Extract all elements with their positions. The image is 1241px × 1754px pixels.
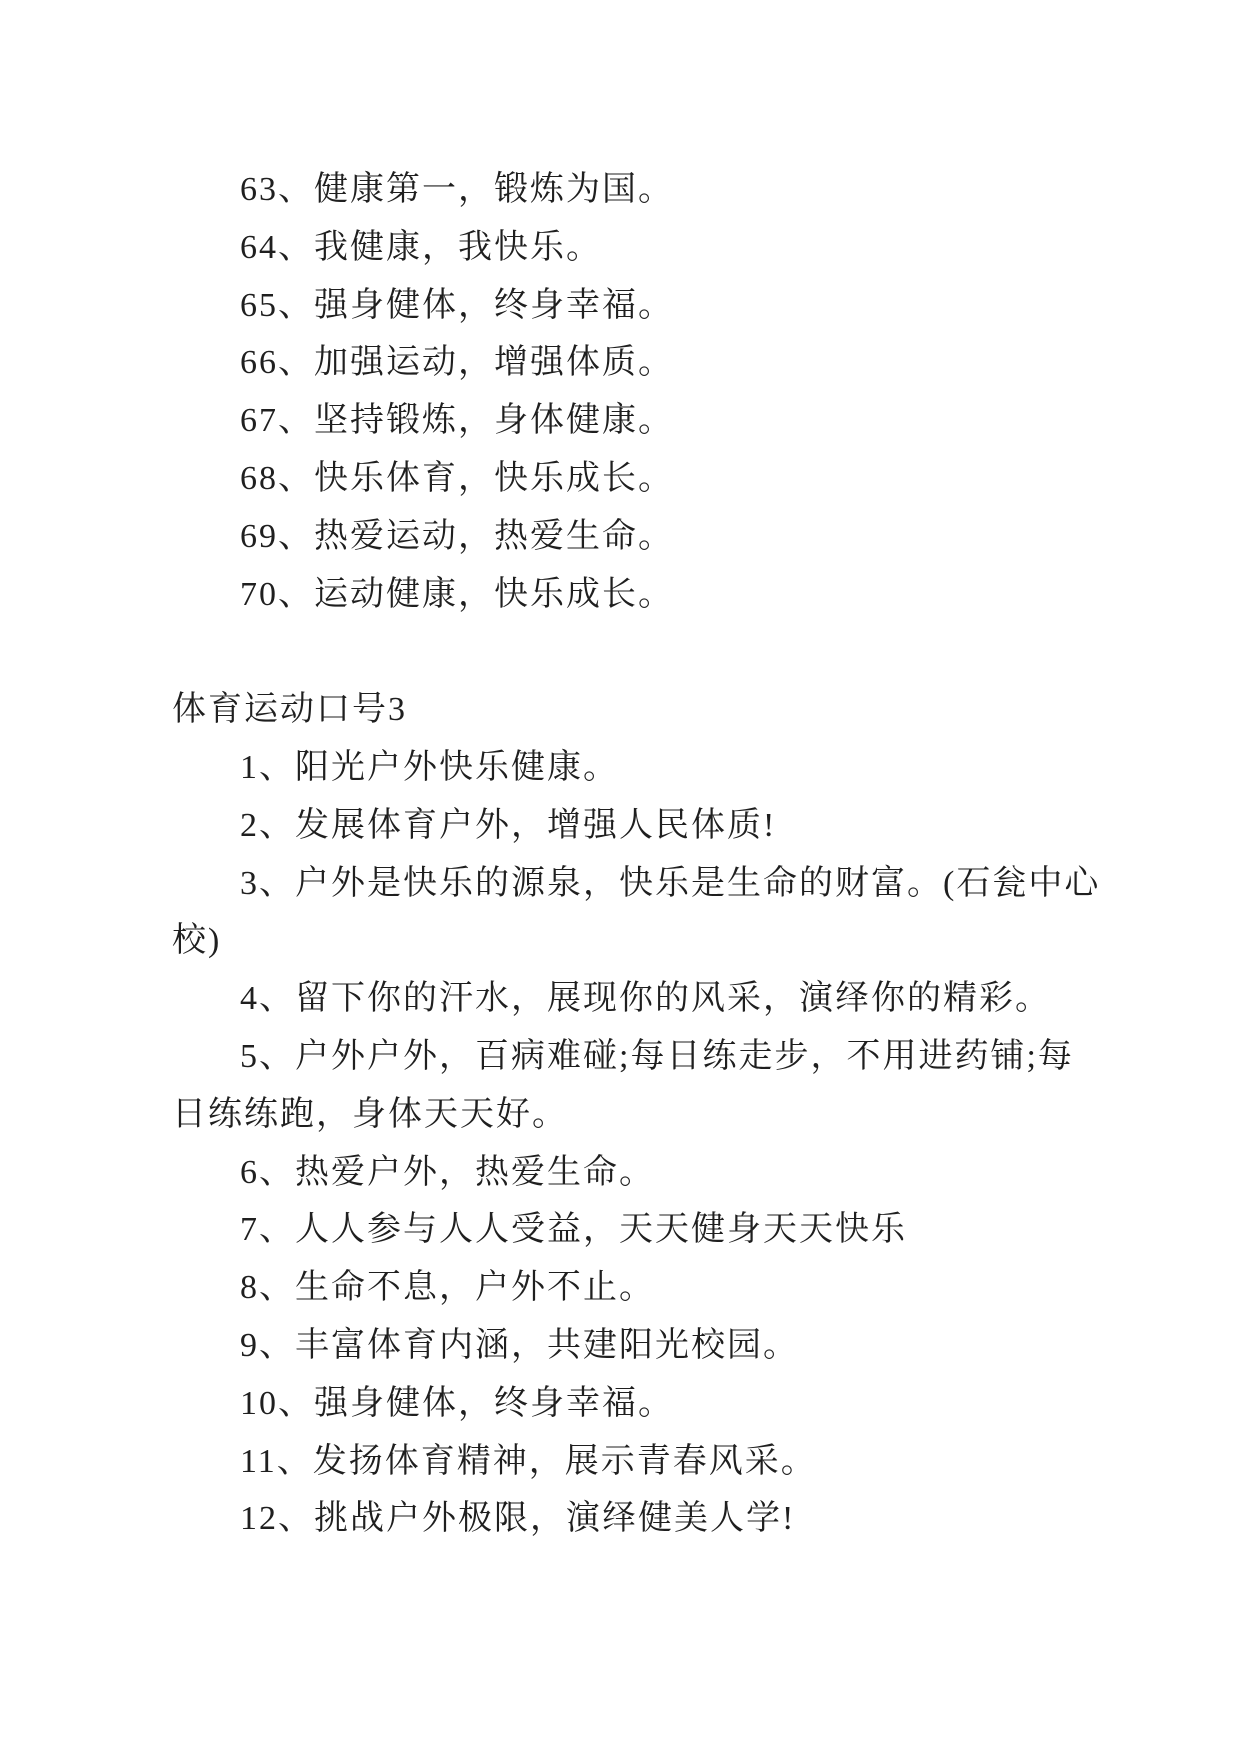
slogan-line: 3、户外是快乐的源泉，快乐是生命的财富。(石瓮中心 [240, 864, 1101, 902]
slogan-line: 9、丰富体育内涵，共建阳光校园。 [240, 1326, 799, 1364]
slogan-line: 68、快乐体育，快乐成长。 [240, 459, 674, 497]
slogan-line: 63、健康第一，锻炼为国。 [240, 171, 674, 208]
slogan-line-continuation: 校) [172, 922, 222, 960]
slogan-line: 8、生命不息，户外不止。 [240, 1269, 655, 1307]
slogan-line: 6、热爱户外，热爱生命。 [240, 1153, 655, 1191]
slogan-line: 2、发展体育户外，增强人民体质! [240, 806, 777, 844]
section-heading: 体育运动口号3 [172, 691, 407, 729]
slogan-line: 69、热爱运动，热爱生命。 [240, 517, 674, 555]
slogan-line: 67、坚持锻炼，身体健康。 [240, 402, 674, 440]
slogan-line: 5、户外户外，百病难碰;每日练走步，不用进药铺;每 [240, 1037, 1074, 1075]
slogan-line: 10、强身健体，终身幸福。 [240, 1384, 674, 1422]
slogan-line: 66、加强运动，增强体质。 [240, 344, 674, 382]
slogan-line: 4、留下你的汗水，展现你的风采，演绎你的精彩。 [240, 980, 1051, 1018]
document-body [172, 161, 1101, 1548]
slogan-line: 64、我健康，我快乐。 [240, 228, 602, 266]
blank-line [172, 623, 1072, 681]
slogan-line-continuation: 日练练跑，身体天天好。 [172, 1095, 568, 1133]
slogan-line: 1、阳光户外快乐健康。 [240, 748, 619, 786]
slogan-line: 11、发扬体育精神，展示青春风采。 [240, 1442, 817, 1480]
slogan-line: 65、强身健体，终身幸福。 [240, 286, 674, 324]
slogan-line: 70、运动健康，快乐成长。 [240, 575, 674, 613]
slogan-line: 12、挑战户外极限，演绎健美人学! [240, 1500, 796, 1538]
slogan-line: 7、人人参与人人受益，天天健身天天快乐 [240, 1211, 907, 1249]
